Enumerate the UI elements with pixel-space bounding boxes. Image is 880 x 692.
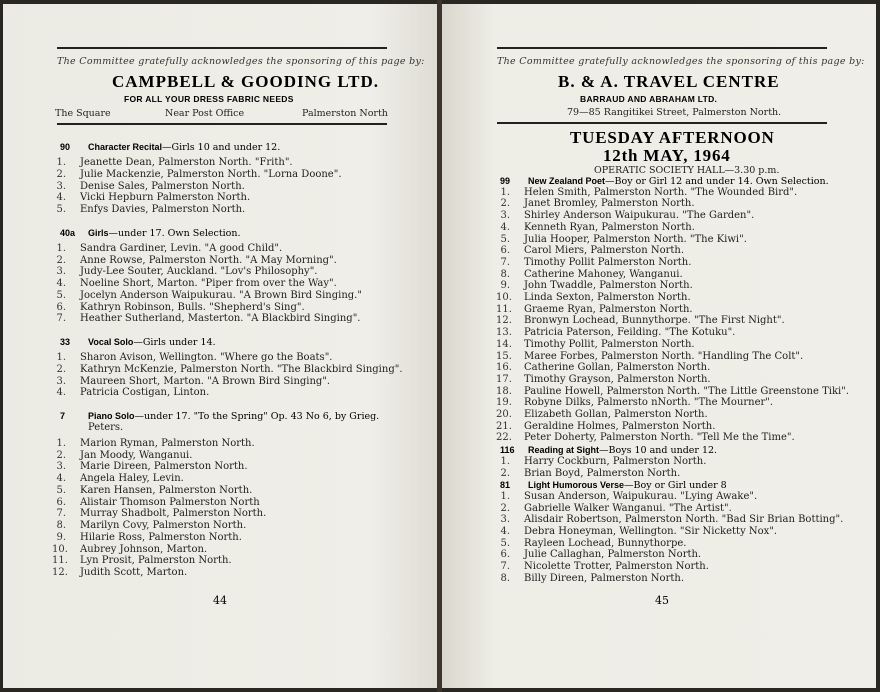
entry-number: 20.: [496, 409, 512, 420]
entry-number: 4.: [56, 387, 66, 399]
section-category: Reading at Sight: [528, 445, 600, 456]
entry-text: Geraldine Holmes, Palmerston North.: [524, 420, 716, 432]
entry-number: 6.: [56, 301, 66, 313]
entry-text: Sandra Gardiner, Levin. "A good Child".: [80, 242, 283, 254]
entry-number: 11.: [52, 555, 68, 567]
entry-text: Catherine Gollan, Palmerston North.: [524, 362, 711, 374]
section-code: 33: [60, 337, 71, 347]
entry-text: Jocelyn Anderson Waipukurau. "A Brown Bird Singing.": [80, 289, 362, 301]
entry-number: 5.: [56, 289, 66, 301]
section-code: 116: [500, 445, 515, 456]
section-description: —Boy or Girl 12 and under 14. Own Selection.: [605, 176, 829, 187]
entry-text: Helen Smith, Palmerston North. "The Wounded Bird".: [524, 186, 798, 198]
section-header: [60, 141, 280, 154]
entry-text: Lyn Prosit, Palmerston North.: [80, 555, 232, 567]
section-header: [60, 227, 241, 240]
entry-number: 16.: [496, 362, 512, 374]
entry-text: Peter Doherty, Palmerston North. "Tell Me the Time".: [524, 432, 795, 444]
section-category: Piano Solo: [88, 411, 135, 421]
entry-number: 17.: [496, 373, 512, 385]
address-part-2: Near Post Office: [165, 108, 245, 119]
entry-number: 2.: [500, 502, 510, 514]
section-description: —Boy or Girl under 8: [624, 480, 727, 492]
section-code: 90: [60, 142, 71, 152]
entry-text: Heather Sutherland, Masterton. "A Blackbird Singing".: [80, 313, 361, 325]
entry-text: Nicolette Trotter, Palmerston North.: [524, 561, 709, 573]
entry-number: 1.: [500, 455, 510, 467]
entry-text: Angela Haley, Levin.: [80, 473, 184, 484]
entry-text: Kathryn McKenzie, Palmerston North. "The Blackbird Singing".: [80, 363, 403, 375]
entry-number: 15.: [496, 350, 512, 362]
entry-text: Jan Moody, Wanganui.: [80, 449, 193, 461]
entry-text: Bronwyn Lochead, Bunnythorpe. "The First Night".: [524, 315, 785, 327]
entry-text: Anne Rowse, Palmerston North. "A May Morning".: [80, 254, 337, 266]
entry-number: 22.: [496, 432, 512, 444]
entry-text: Alistair Thomson Palmerston North: [80, 496, 260, 508]
page-number: 45: [655, 594, 669, 607]
top-rule: [57, 47, 387, 49]
entry-number: 2.: [56, 168, 66, 180]
page-number: 44: [213, 594, 227, 607]
entry-text: Harry Cockburn, Palmerston North.: [524, 455, 707, 467]
entry-number: 10.: [496, 292, 512, 303]
entry-number: 4.: [56, 192, 66, 204]
entry-text: Shirley Anderson Waipukurau. "The Garden".: [524, 210, 755, 222]
header-bottom-rule: [497, 122, 827, 124]
section-code: 81: [500, 480, 511, 491]
entry-text: Maree Forbes, Palmerston North. "Handling The Colt".: [524, 350, 804, 362]
section-description: —under 17. Own Selection.: [108, 227, 241, 239]
entry-text: Timothy Pollit Palmerston North.: [524, 256, 692, 268]
section-description: —under 17. "To the Spring" Op. 43 No 6, by Grieg.: [134, 411, 380, 422]
entry-number: 4.: [56, 278, 66, 289]
entry-number: 1.: [56, 157, 66, 168]
section-category: Character Recital: [88, 142, 163, 152]
entry-number: 3.: [56, 375, 66, 387]
entry-text: Catherine Mahoney, Wanganui.: [524, 268, 683, 280]
entry-text: Denise Sales, Palmerston North.: [80, 180, 245, 192]
entry-number: 1.: [56, 242, 66, 254]
entry-text: Judith Scott, Marton.: [80, 567, 188, 578]
entry-number: 1.: [500, 490, 510, 502]
entry-number: 1.: [56, 437, 66, 449]
sponsor-tagline: BARRAUD AND ABRAHAM LTD.: [580, 94, 718, 104]
entry-number: 3.: [56, 266, 66, 278]
entry-number: 4.: [500, 221, 510, 233]
entry-text: Hilarie Ross, Palmerston North.: [80, 531, 242, 543]
entry-text: Patricia Paterson, Feilding. "The Kotuku".: [524, 327, 736, 339]
entry-number: 2.: [500, 467, 510, 479]
entry-text: Sharon Avison, Wellington. "Where go the Boats".: [80, 352, 333, 363]
entry-text: Timothy Grayson, Palmerston North.: [524, 373, 711, 385]
entry-text: Jeanette Dean, Palmerston North. "Frith".: [80, 157, 293, 168]
section-description: —Boys 10 and under 12.: [599, 445, 718, 457]
entry-number: 9.: [56, 531, 66, 543]
section-category: Light Humorous Verse: [528, 480, 625, 491]
entry-text: Marion Ryman, Palmerston North.: [80, 437, 255, 449]
top-rule: [497, 47, 827, 49]
entry-number: 13.: [496, 327, 512, 339]
entry-number: 3.: [56, 180, 66, 192]
entry-number: 8.: [56, 520, 66, 531]
section-code: 40a: [60, 227, 76, 238]
entry-text: Julia Hooper, Palmerston North. "The Kiwi".: [524, 233, 747, 245]
entry-number: 18.: [496, 385, 512, 397]
entry-number: 7.: [500, 256, 510, 268]
section-code: 7: [60, 411, 66, 421]
entry-number: 9.: [500, 280, 510, 292]
entry-text: Marilyn Covy, Palmerston North.: [80, 520, 247, 531]
entry-number: 5.: [500, 537, 510, 549]
entry-number: 4.: [500, 526, 510, 537]
section-description-continued: Peters.: [88, 421, 124, 433]
entry-text: Aubrey Johnson, Marton.: [80, 543, 208, 555]
section-description: —Girls under 14.: [133, 337, 216, 348]
entry-number: 1.: [56, 352, 66, 363]
entry-text: Maureen Short, Marton. "A Brown Bird Singing".: [80, 375, 331, 387]
entry-number: 11.: [496, 303, 512, 315]
entry-text: Kenneth Ryan, Palmerston North.: [524, 221, 695, 233]
entry-number: 6.: [56, 496, 66, 508]
entry-text: Robyne Dilks, Palmersto nNorth. "The Mourner".: [524, 397, 774, 409]
entry-number: 12.: [496, 315, 512, 327]
entry-number: 5.: [56, 204, 66, 215]
entry-number: 10.: [52, 543, 68, 555]
entry-number: 2.: [500, 198, 510, 210]
entry-number: 1.: [500, 186, 510, 198]
entry-number: 8.: [500, 268, 510, 280]
section-description: —Girls 10 and under 12.: [162, 142, 281, 153]
entry-text: Noeline Short, Marton. "Piper from over the Way".: [80, 278, 337, 289]
entry-number: 5.: [500, 233, 510, 245]
entry-text: Elizabeth Gollan, Palmerston North.: [524, 409, 708, 420]
entry-text: Vicki Hepburn Palmerston North.: [80, 192, 251, 204]
entry-number: 12.: [52, 567, 68, 578]
entry-number: 2.: [56, 254, 66, 266]
entry-text: Rayleen Lochead, Bunnythorpe.: [524, 537, 687, 549]
entry-number: 3.: [500, 210, 510, 222]
section-category: Vocal Solo: [88, 337, 134, 347]
section-header: [60, 336, 216, 349]
entry-text: Gabrielle Walker Wanganui. "The Artist".: [524, 502, 732, 514]
entry-text: John Twaddle, Palmerston North.: [524, 280, 693, 292]
entry-text: Julie Callaghan, Palmerston North.: [524, 549, 702, 561]
entry-text: Marie Direen, Palmerston North.: [80, 461, 248, 473]
session-title: TUESDAY AFTERNOON: [570, 128, 775, 147]
section-category: Girls: [88, 227, 109, 238]
sponsor-name: B. & A. TRAVEL CENTRE: [558, 72, 780, 91]
section-code: 99: [500, 176, 511, 186]
entry-text: Judy-Lee Souter, Auckland. "Lov's Philosophy".: [80, 266, 318, 278]
entry-number: 3.: [56, 461, 66, 473]
entry-number: 8.: [500, 572, 510, 584]
entry-number: 7.: [500, 561, 510, 573]
entry-number: 7.: [56, 508, 66, 520]
entry-number: 19.: [496, 397, 512, 409]
sponsor-address: 79—85 Rangitikei Street, Palmerston North.: [567, 107, 782, 118]
address-part-3: Palmerston North: [302, 108, 388, 119]
entry-text: Linda Sexton, Palmerston North.: [524, 292, 691, 303]
section-category: New Zealand Poet: [528, 176, 606, 186]
sponsor-tagline: FOR ALL YOUR DRESS FABRIC NEEDS: [124, 94, 294, 104]
entry-text: Enfys Davies, Palmerston North.: [80, 204, 246, 215]
entry-number: 7.: [56, 313, 66, 325]
entry-text: Julie Mackenzie, Palmerston North. "Lorna Doone".: [80, 168, 342, 180]
entry-number: 14.: [496, 338, 512, 350]
acknowledgement-text: The Committee gratefully acknowledges the sponsoring of this page by:: [57, 56, 425, 67]
sponsor-name: CAMPBELL & GOODING LTD.: [112, 72, 380, 91]
entry-number: 5.: [56, 484, 66, 496]
session-date: 12th MAY, 1964: [603, 146, 731, 165]
entry-text: Timothy Pollit, Palmerston North.: [524, 338, 695, 350]
session-venue: OPERATIC SOCIETY HALL—3.30 p.m.: [594, 165, 780, 176]
entry-number: 21.: [496, 420, 512, 432]
entry-text: Alisdair Robertson, Palmerston North. "Bad Sir Brian Botting".: [524, 514, 844, 526]
header-bottom-rule: [57, 123, 387, 125]
entry-text: Susan Anderson, Waipukurau. "Lying Awake".: [524, 490, 758, 502]
entry-text: Murray Shadbolt, Palmerston North.: [80, 508, 267, 520]
entry-number: 2.: [56, 363, 66, 375]
entry-text: Billy Direen, Palmerston North.: [524, 572, 684, 584]
address-part-1: The Square: [55, 108, 111, 119]
entry-number: 6.: [500, 549, 510, 561]
entry-number: 4.: [56, 473, 66, 484]
entry-text: Debra Honeyman, Wellington. "Sir Nicketty Nox".: [524, 526, 778, 537]
acknowledgement-text: The Committee gratefully acknowledges the sponsoring of this page by:: [497, 56, 865, 67]
entry-number: 2.: [56, 449, 66, 461]
entry-text: Pauline Howell, Palmerston North. "The Little Greenstone Tiki".: [524, 385, 849, 397]
entry-text: Karen Hansen, Palmerston North.: [80, 484, 253, 496]
entry-text: Brian Boyd, Palmerston North.: [524, 467, 681, 479]
entry-text: Janet Bromley, Palmerston North.: [524, 198, 695, 210]
entry-text: Graeme Ryan, Palmerston North.: [524, 303, 693, 315]
entry-text: Kathryn Robinson, Bulls. "Shepherd's Sing".: [80, 301, 305, 313]
entry-number: 6.: [500, 245, 510, 257]
entry-number: 3.: [500, 514, 510, 526]
entry-text: Carol Miers, Palmerston North.: [524, 245, 685, 257]
entry-text: Patricia Costigan, Linton.: [80, 387, 210, 399]
